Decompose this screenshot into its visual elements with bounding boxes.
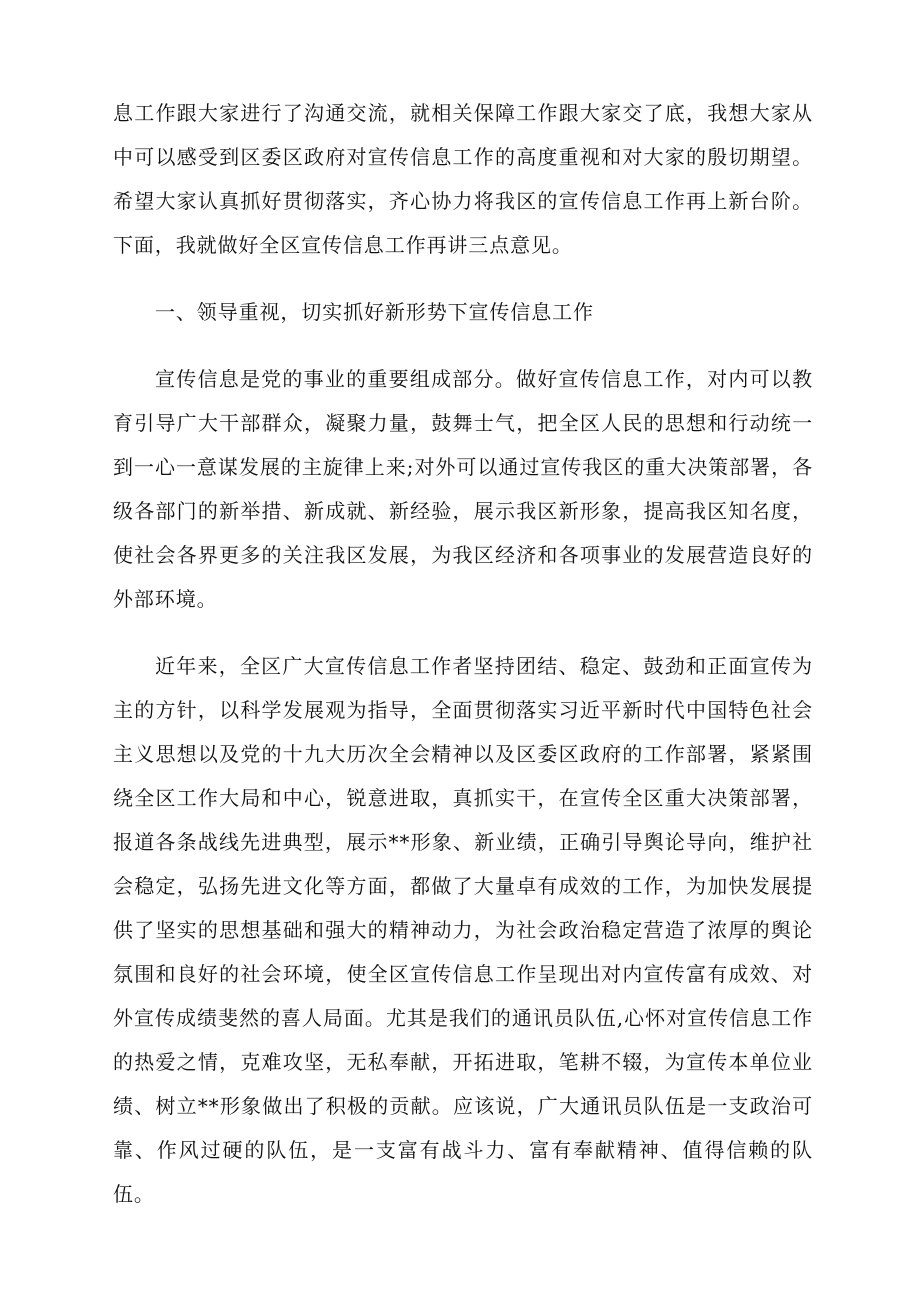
paragraph-achievements: 近年来，全区广大宣传信息工作者坚持团结、稳定、鼓劲和正面宣传为主的方针，以科学发展观为指导，全面贯彻落实习近平新时代中国特色社会主义思想以及党的十九大历次全会精神以及区委区政府的工作部署，紧紧围绕全区工作大局和中心，锐意进取，真抓实干，在宣传全区重大决策部署，报道各条战线先进典型，展示**形象、新业绩，正确引导舆论导向，维护社会稳定，弘扬先进文化等方面，都做了大量卓有成效的工作，为加快发展提供了坚实的思想基础和强大的精神动力，为社会政治稳定营造了浓厚的舆论氛围和良好的社会环境，使全区宣传信息工作呈现出对内宣传富有成效、对外宣传成绩斐然的喜人局面。尤其是我们的通讯员队伍,心怀对宣传信息工作的热爱之情，克难攻坚，无私奉献，开拓进取，笔耕不辍，为宣传本单位业绩、树立**形象做出了积极的贡献。应该说，广大通讯员队伍是一支政治可靠、作风过硬的队伍，是一支富有战斗力、富有奉献精神、值得信赖的队伍。 bbox=[113, 654, 813, 1206]
paragraph-continuation: 息工作跟大家进行了沟通交流，就相关保障工作跟大家交了底，我想大家从中可以感受到区委区政府对宣传信息工作的高度重视和对大家的殷切期望。希望大家认真抓好贯彻落实，齐心协力将我区的宣传信息工作再上新台阶。下面，我就做好全区宣传信息工作再讲三点意见。 bbox=[113, 101, 813, 257]
document-body bbox=[113, 91, 813, 1216]
paragraph-gap bbox=[113, 334, 813, 357]
paragraph-gap bbox=[113, 267, 813, 290]
paragraph-gap bbox=[113, 621, 813, 644]
paragraph-importance: 宣传信息是党的事业的重要组成部分。做好宣传信息工作，对内可以教育引导广大干部群众，凝聚力量，鼓舞士气，把全区人民的思想和行动统一到一心一意谋发展的主旋律上来;对外可以通过宣传我区的重大决策部署，各级各部门的新举措、新成就、新经验，展示我区新形象，提高我区知名度，使社会各界更多的关注我区发展，为我区经济和各项事业的发展营造良好的外部环境。 bbox=[113, 367, 813, 611]
section-heading: 一、领导重视，切实抓好新形势下宣传信息工作 bbox=[155, 300, 594, 324]
